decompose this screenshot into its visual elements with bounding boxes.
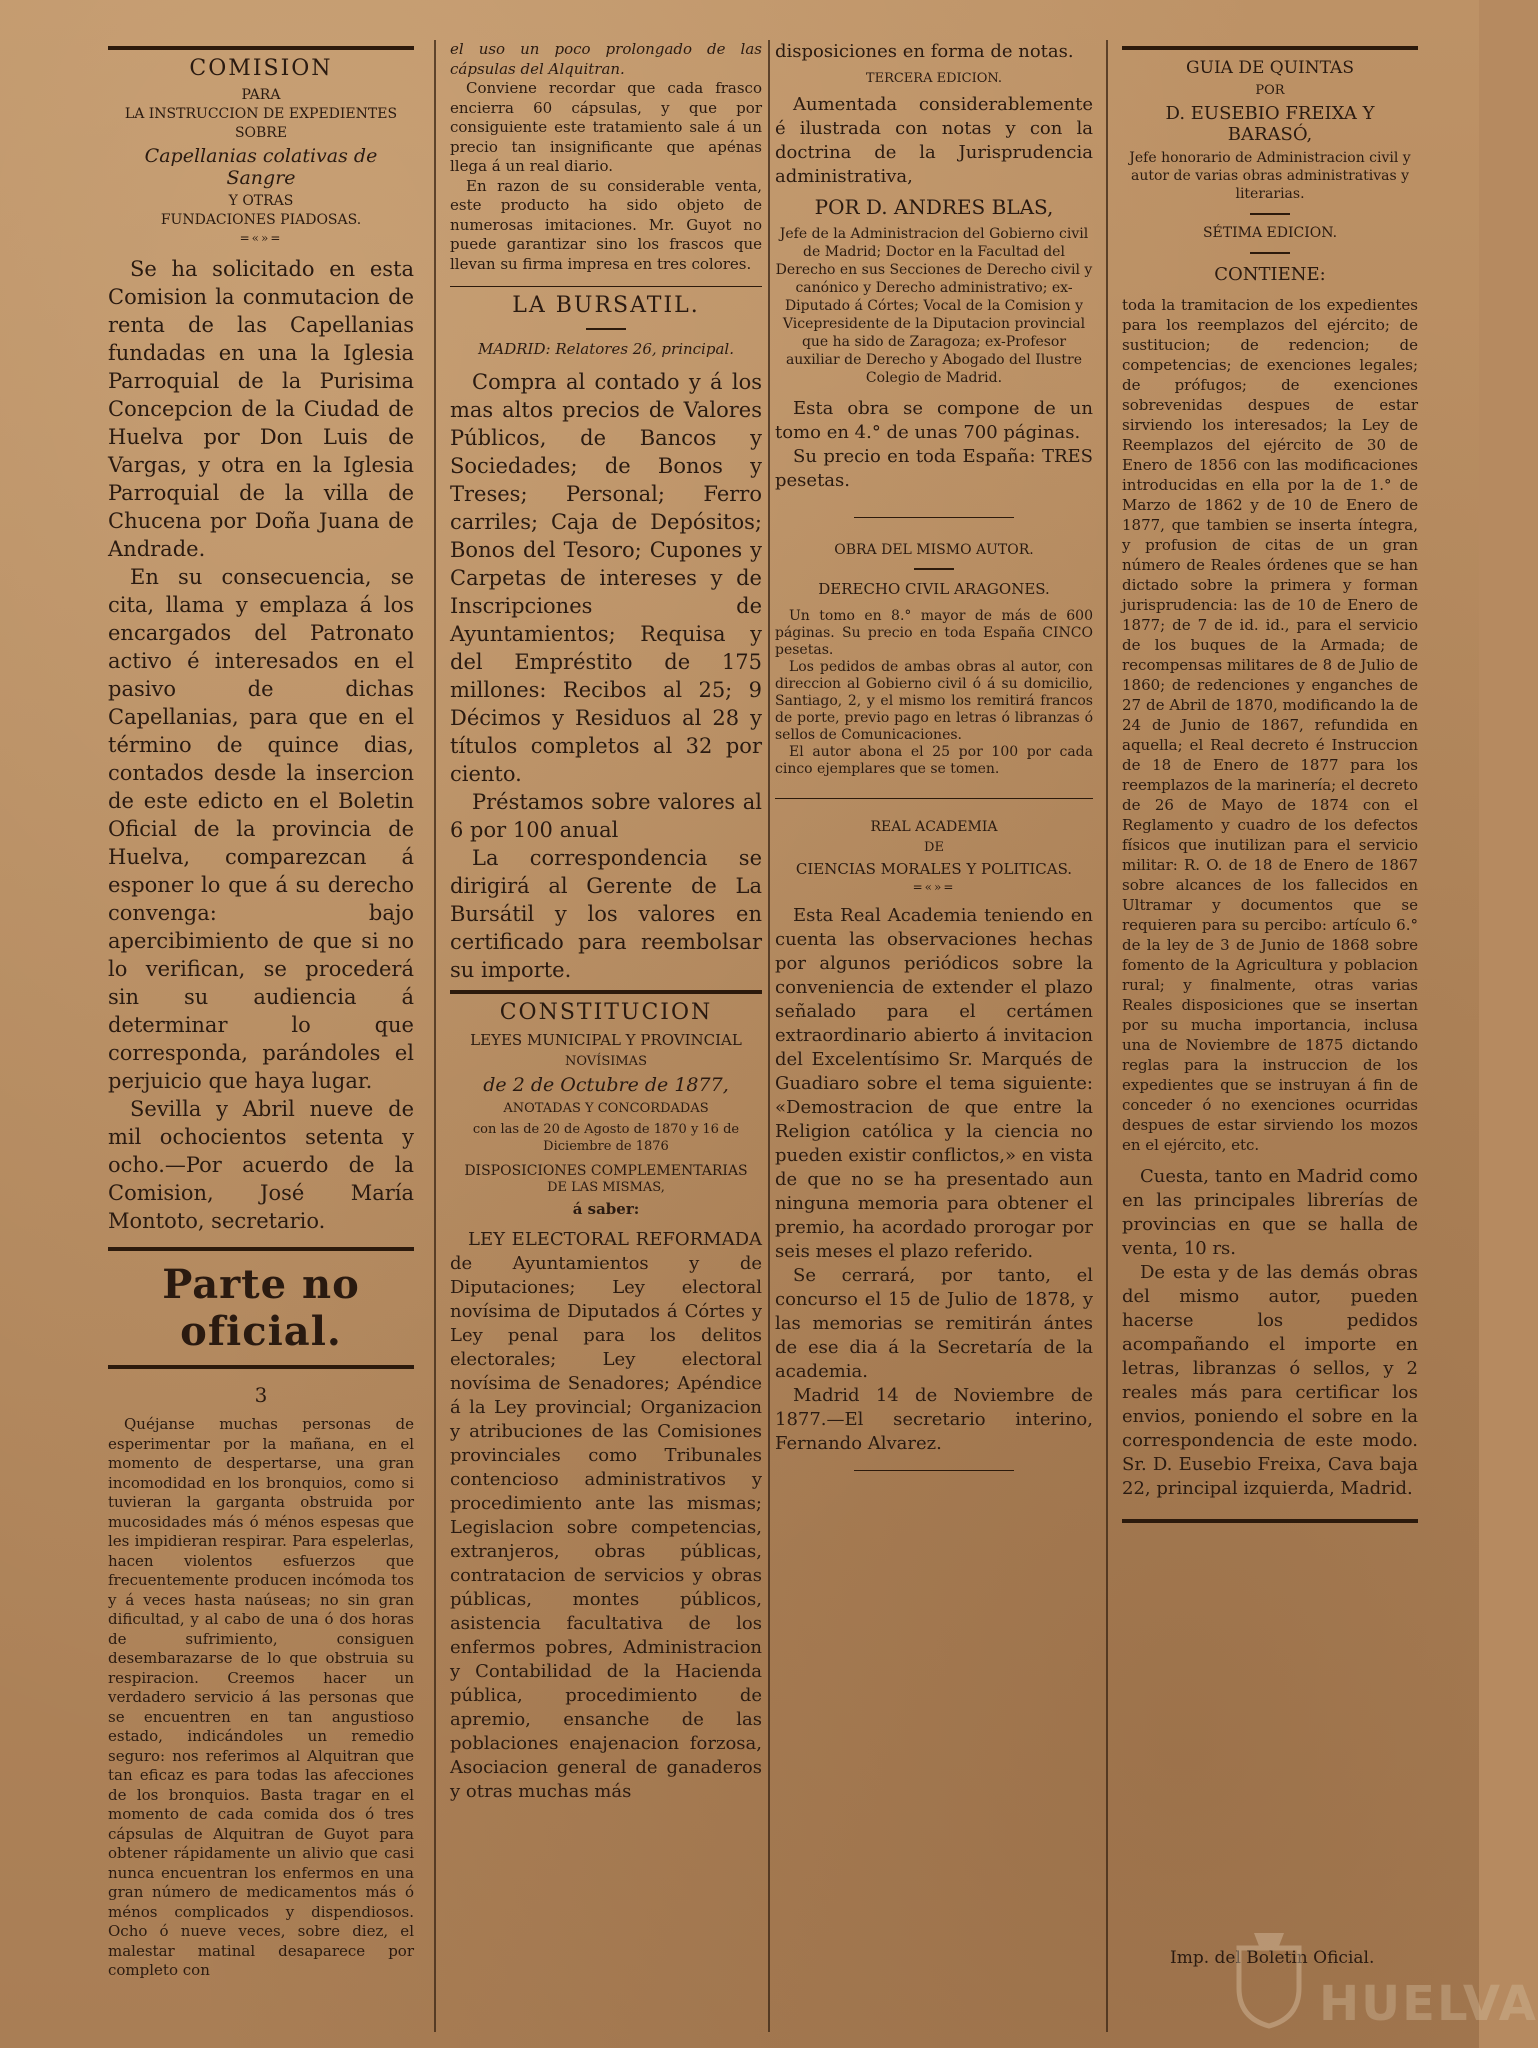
address: MADRID: Relatores 26, principal. <box>478 340 734 358</box>
heading-line: NOVÍSIMAS <box>565 1054 647 1069</box>
section-rule <box>108 1247 414 1251</box>
author-bio: Jefe honorario de Administracion civil y autor de varias obras administrativas y literarias. <box>1129 150 1411 202</box>
separator <box>1250 252 1290 254</box>
paragraph: Su precio en toda España: TRES pesetas. <box>775 446 1093 491</box>
heading-line: OBRA DEL MISMO AUTOR. <box>834 542 1034 558</box>
column-1 <box>108 40 414 2038</box>
separator <box>914 568 954 570</box>
heading-line: LEYES MUNICIPAL Y PROVINCIAL <box>470 1031 742 1049</box>
heading-line: ANOTADAS Y CONCORDADAS <box>503 1101 709 1116</box>
separator <box>586 328 626 330</box>
constitucion-title: CONSTITUCION <box>499 1000 713 1025</box>
crest-icon <box>1229 1928 1309 2028</box>
comision-title: COMISION <box>189 56 333 81</box>
section-rule <box>450 990 762 994</box>
heading-line: FUNDACIONES PIADOSAS. <box>160 212 362 228</box>
author-bio: Jefe de la Administracion del Gobierno civil de Madrid; Doctor en la Facultad del Derecho en sus Secciones de Derecho civil y canónico y Derecho administrativo; ex-Diputado á Córtes; Vocal de la Comision y Vicepresidente de la Diputacion provincial que ha sido de Zaragoza; ex-Profesor auxiliar de Derecho y Abogado del Ilustre Colegio de Madrid. <box>775 226 1093 386</box>
parte-no-oficial-heading: Parte no oficial. <box>162 1261 360 1355</box>
heading-line: PARA <box>241 87 281 103</box>
heading-line: con las de 20 de Agosto de 1870 y 16 de Diciembre de 1876 <box>472 1122 740 1154</box>
heading-line: DE <box>924 840 944 855</box>
heading-line: Y OTRAS <box>228 193 294 209</box>
ornament: =«»= <box>912 880 956 894</box>
huelva-watermark-logo <box>1229 1928 1538 2038</box>
paragraph: el uso un poco prolongado de las cápsulas del Alquitran. <box>450 40 762 78</box>
paragraph: Aumentada considerablemente é ilustrada con notas y con la doctrina de la Jurisprudencia administrativa, <box>775 94 1093 187</box>
top-rule <box>1122 46 1418 50</box>
top-rule <box>108 46 414 50</box>
paragraph: Esta obra se compone de un tomo en 4.° de unas 700 páginas. <box>775 398 1093 443</box>
paragraph: La correspondencia se dirigirá al Gerente de La Bursátil y los valores en certificado para reembolsar su importe. <box>450 846 762 982</box>
guia-title: GUIA DE QUINTAS <box>1186 58 1354 78</box>
heading-line: DERECHO CIVIL ARAGONES. <box>818 580 1050 598</box>
heading-line: REAL ACADEMIA <box>870 819 998 835</box>
column-rule-2 <box>768 40 770 2032</box>
paragraph: Quéjanse muchas personas de esperimentar por la mañana, en el momento de despertarse, una gran incomodidad en los bronquios, como si tuvieran la garganta obstruida por mucosidades más ó ménos espesas que les impidieran respirar. Para espelerlas, hacen violentos esfuerzos que frecuentemente producen incómoda tos y á veces hasta naúseas; no sin gran dificultad, y al cabo de una ó dos horas de sufrimiento, consiguen desembarazarse de lo que obstruia su respiracion. Creemos hacer un verdadero servicio á las personas que se encuentren en tan angustioso estado, indicándoles un remedio seguro: nos referimos al Alquitran que tan eficaz es para todas las afecciones de los bronquios. Basta tragar en el momento de cada comida dos ó tres cápsulas de Alquitran de Guyot para obtener rápidamente un alivio que casi nunca encuentran los enfermos en una gran número de medicamentos más ó ménos complicados y dispendiosos. Ocho ó nueve veces, sobre diez, el malestar matinal desaparece por completo con <box>108 1415 414 1979</box>
paragraph: Conviene recordar que cada frasco encierra 60 cápsulas, y que por consiguiente este tratamiento sale á un precio tan insignificante que apénas llega á un real diario. <box>450 79 762 175</box>
section-rule <box>854 1470 1014 1471</box>
column-rule-3 <box>1106 40 1108 2032</box>
bursatil-title: LA BURSATIL. <box>512 293 700 318</box>
paragraph: Se ha solicitado en esta Comision la conmutacion de renta de las Capellanias fundadas en una la Iglesia Parroquial de la Purisima Concepcion de la Ciudad de Huelva por Don Luis de Vargas, y otra en la Iglesia Parroquial de la villa de Chucena por Doña Juana de Andrade. <box>108 257 414 561</box>
paragraph: El autor abona el 25 por 100 por cada cinco ejemplares que se tomen. <box>775 744 1093 777</box>
paragraph: LEY ELECTORAL REFORMADA de Ayuntamientos y de Diputaciones; Ley electoral novísima de Diputados á Córtes y Ley penal para los delitos electorales; Ley electoral novísima de Senadores; Apéndice á la Ley provincial; Organizacion y atribuciones de las Comisiones provinciales como Tribunales contencioso administrativos y procedimiento ante las mismas; Legislacion sobre competencias, extranjeros, obras públicas, contratacion de servicios y obras públicas, montes públicos, asistencia facultativa de los enfermos pobres, Administracion y Contabilidad de la Hacienda pública, procedimiento de apremio, ensanche de las poblaciones enajenacion forzosa, Asociacion general de ganaderos y otras muchas más <box>450 1229 762 1802</box>
paragraph: Un tomo en 8.° mayor de más de 600 páginas. Su precio en toda España CINCO pesetas. <box>775 608 1093 658</box>
heading-line: LA INSTRUCCION DE EXPEDIENTES <box>124 106 398 122</box>
paragraph: En razon de su considerable venta, este producto ha sido objeto de numerosas imitaciones. Mr. Guyot no puede garantizar sino los frascos que llevan su firma impresa en tres colores. <box>450 176 762 273</box>
heading-line: á saber: <box>572 1200 640 1218</box>
author-name: POR D. ANDRES BLAS, <box>814 195 1054 219</box>
author-name: D. EUSEBIO FREIXA Y BARASÓ, <box>1165 103 1375 145</box>
heading-line: CONTIENE: <box>1214 264 1326 285</box>
paragraph: Compra al contado y á los mas altos precios de Valores Públicos, de Bancos y Sociedades; de Bonos y Treses; Personal; Ferro carriles; Caja de Depósitos; Bonos del Tesoro; Cupones y Carpetas de intereses y de Inscripciones de Ayuntamientos; Requisa y del Empréstito de 175 millones: Recibos al 25; 9 Décimos y Residuos al 28 y títulos completos al 32 por ciento. <box>450 370 762 786</box>
heading-line: de 2 de Octubre de 1877, <box>483 1074 729 1096</box>
paragraph: Se cerrará, por tanto, el concurso el 15 de Julio de 1878, y las memorias se remitirán ántes de ese dia á la Secretaría de la academia. <box>775 1265 1093 1382</box>
paragraph: toda la tramitacion de los expedientes para los reemplazos del ejército; de sustitucion; de redencion; de competencias; de exenciones legales; de prófugos; de exenciones sobrevenidas despues de estar sirviendo los interesados; la Ley de Reemplazos del ejército de 30 de Enero de 1856 con las modificaciones introducidas en ella por la de 1.° de Marzo de 1862 y de 10 de Enero de 1877, que tambien se inserta íntegra, y profusion de citas de un gran número de Reales órdenes que se han dictado sobre la primera y forman jurisprudencia: las de 10 de Enero de 1877; de 7 de id. id., para el servicio de los buques de la Armada; de recompensas militares de 8 de Julio de 1860; de redenciones y enganches de 27 de Abril de 1870, modificando la de 24 de Junio de 1867, refundida en aquella; el Real decreto é Instruccion de 18 de Enero de 1877 para los reemplazos de la marinería; el decreto de 26 de Mayo de 1874 con el Reglamento y cuadro de los defectos físicos que inutilizan para el servicio militar: R. O. de 18 de Enero de 1867 sobre alcances de los fallecidos en Ultramar y documentos que se requieren para su percibo: artículo 6.° de la ley de 3 de Junio de 1868 sobre fomento de la Agricultura y poblacion rural; y finalmente, otras varias Reales disposiciones que se insertan por su mucha importancia, inclusa una de Noviembre de 1875 dictando reglas para la instruccion de los expedientes que se instruyan á fin de conceder ó no exenciones ocurridas despues de estar sirviendo los mozos en el ejército, etc. <box>1122 296 1418 1154</box>
paragraph: En su consecuencia, se cita, llama y emplaza á los encargados del Patronato activo é interesados en el pasivo de dichas Capellanias, para que en el término de quince dias, contados desde la insercion de este edicto en el Boletin Oficial de la provincia de Huelva, comparezcan á esponer lo que á su derecho convenga: bajo apercibimiento de que si no lo verifican, se procederá sin su audiencia á determinar lo que corresponda, parándoles el perjuicio que haya lugar. <box>108 565 414 1093</box>
heading-line: Capellanias colativas de Sangre <box>144 145 378 189</box>
section-rule <box>775 798 1093 799</box>
separator <box>1250 213 1290 215</box>
heading-line: POR <box>1255 83 1285 98</box>
paragraph: Esta Real Academia teniendo en cuenta las observaciones hechas por algunos periódicos sobre la conveniencia de extender el plazo señalado para el certámen extraordinario abierto á invitacion del Excelentísimo Sr. Marqués de Guadiaro sobre el tema siguiente: «Demostracion de que entre la Religion católica y la ciencia no pueden existir conflictos,» en vista de que no se ha presentado aun ninguna memoria para obtener el premio, ha acordado prorogar por seis meses el plazo referido. <box>775 905 1093 1262</box>
section-rule <box>854 517 1014 518</box>
column-2 <box>450 40 762 2038</box>
edition: TERCERA EDICION. <box>865 71 1003 86</box>
ornament: =«»= <box>239 231 283 245</box>
imprint: Imp. del Boletin Oficial. <box>1170 1948 1375 1968</box>
heading-line: SOBRE <box>234 125 288 141</box>
heading-line: DE LAS MISMAS, <box>547 1180 665 1195</box>
heading-line: CIENCIAS MORALES Y POLITICAS. <box>795 860 1073 878</box>
section-rule <box>1122 1519 1418 1523</box>
section-rule <box>450 286 762 287</box>
watermark-text: HUELVA <box>1319 1976 1538 2032</box>
column-rule-1 <box>434 40 436 2032</box>
column-4 <box>1122 40 1418 2038</box>
paragraph: Cuesta, tanto en Madrid como en las principales librerías de provincias en que se halla de venta, 10 rs. <box>1122 1166 1418 1259</box>
paragraph: Los pedidos de ambas obras al autor, con direccion al Gobierno civil ó á su domicilio, Santiago, 2, y el mismo los remitirá francos de porte, previo pago en letras ó libranzas ó sellos de Comunicaciones. <box>775 659 1093 743</box>
heading-line: DISPOSICIONES COMPLEMENTARIAS <box>464 1163 748 1179</box>
paragraph: disposiciones en forma de notas. <box>775 41 1074 62</box>
column-3 <box>775 40 1093 2038</box>
paragraph: Madrid 14 de Noviembre de 1877.—El secretario interino, Fernando Alvarez. <box>775 1385 1093 1454</box>
paragraph: De esta y de las demás obras del mismo autor, pueden hacerse los pedidos acompañando el importe en letras, libranzas ó sellos, y 2 reales más para certificar los envios, poniendo el sobre en la correspondencia de este modo. Sr. D. Eusebio Freixa, Cava baja 22, principal izquierda, Madrid. <box>1122 1262 1418 1499</box>
section-rule <box>108 1365 414 1369</box>
paragraph: Sevilla y Abril nueve de mil ochocientos setenta y ocho.—Por acuerdo de la Comision, José María Montoto, secretario. <box>108 1097 414 1233</box>
article-number: 3 <box>254 1383 268 1407</box>
paragraph: Préstamos sobre valores al 6 por 100 anual <box>450 790 762 842</box>
edition: SÉTIMA EDICION. <box>1202 225 1338 241</box>
